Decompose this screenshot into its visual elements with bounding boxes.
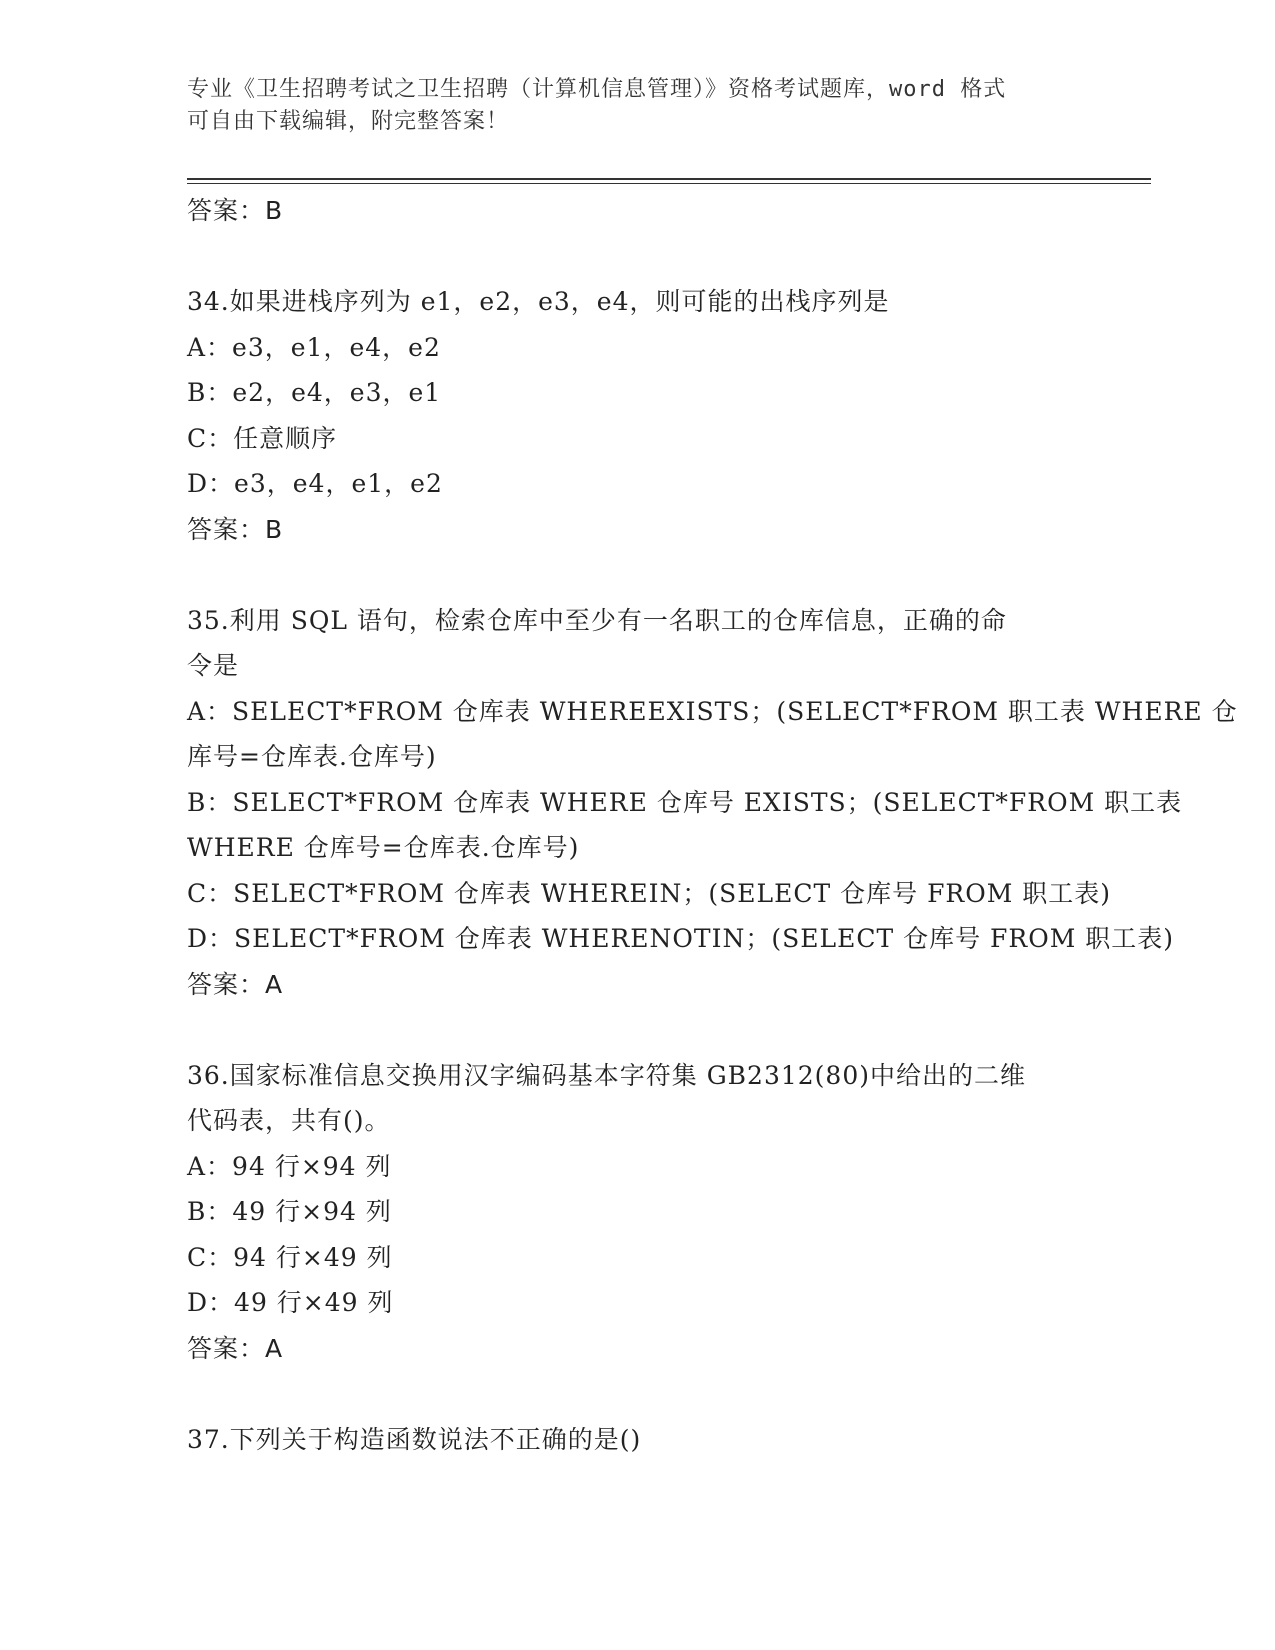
question-text-line: 34.如果进栈序列为 e1，e2，e3，e4，则可能的出栈序列是 [187,287,890,316]
question-text-line: B：e2，e4，e3，e1 [187,378,442,407]
blank-spacer [187,234,1087,280]
question-text-line: D：e3，e4，e1，e2 [187,469,443,498]
answer-line: 答案：B [187,514,284,544]
question-text-line: D：SELECT*FROM 仓库表 WHERENOTIN；(SELECT 仓库号 FROM 职工表) [187,924,1174,953]
blank-spacer [187,1007,1087,1053]
header-rule-thick [187,178,1151,180]
question-text-line: A：e3，e1，e4，e2 [187,332,441,362]
question-text-line: 库号=仓库表.仓库号) [187,742,437,771]
blank-spacer [187,552,1087,598]
blank-spacer [187,1371,1087,1417]
question-text-line: C：94 行×49 列 [187,1242,393,1272]
question-text-line: B：SELECT*FROM 仓库表 WHERE 仓库号 EXISTS；(SELECT*FROM 职工表 [187,787,1183,817]
answer-line: 答案：A [187,969,284,999]
question-text-line: 35.利用 SQL 语句，检索仓库中至少有一名职工的仓库信息，正确的命 [187,605,1007,635]
header-line-1: 专业《卫生招聘考试之卫生招聘（计算机信息管理）》资格考试题库，word 格式 [187,77,1007,102]
question-text-line: WHERE 仓库号=仓库表.仓库号) [187,833,580,862]
question-text-line: C：任意顺序 [187,423,338,453]
answer-line: 答案：B [187,196,284,225]
answer-line: 答案：A [187,1333,284,1363]
question-text-line: 代码表，共有()。 [187,1106,391,1135]
question-text-line: 37.下列关于构造函数说法不正确的是() [187,1424,642,1454]
question-text-line: A：SELECT*FROM 仓库表 WHEREEXISTS；(SELECT*FROM 职工表 WHERE 仓 [187,696,1238,726]
question-text-line: 令是 [187,651,240,680]
question-text-line: B：49 行×94 列 [187,1197,392,1226]
question-content [187,188,1238,1462]
header-line-2: 可自由下载编辑，附完整答案！ [187,109,510,134]
question-text-line: 36.国家标准信息交换用汉字编码基本字符集 GB2312(80)中给出的二维 [187,1060,1026,1090]
header-rule-thin [187,183,1151,184]
question-text-line: A：94 行×94 列 [187,1151,392,1181]
question-text-line: C：SELECT*FROM 仓库表 WHEREIN；(SELECT 仓库号 FROM 职工表) [187,878,1112,908]
question-text-line: D：49 行×49 列 [187,1288,394,1317]
document-header [187,74,1067,138]
